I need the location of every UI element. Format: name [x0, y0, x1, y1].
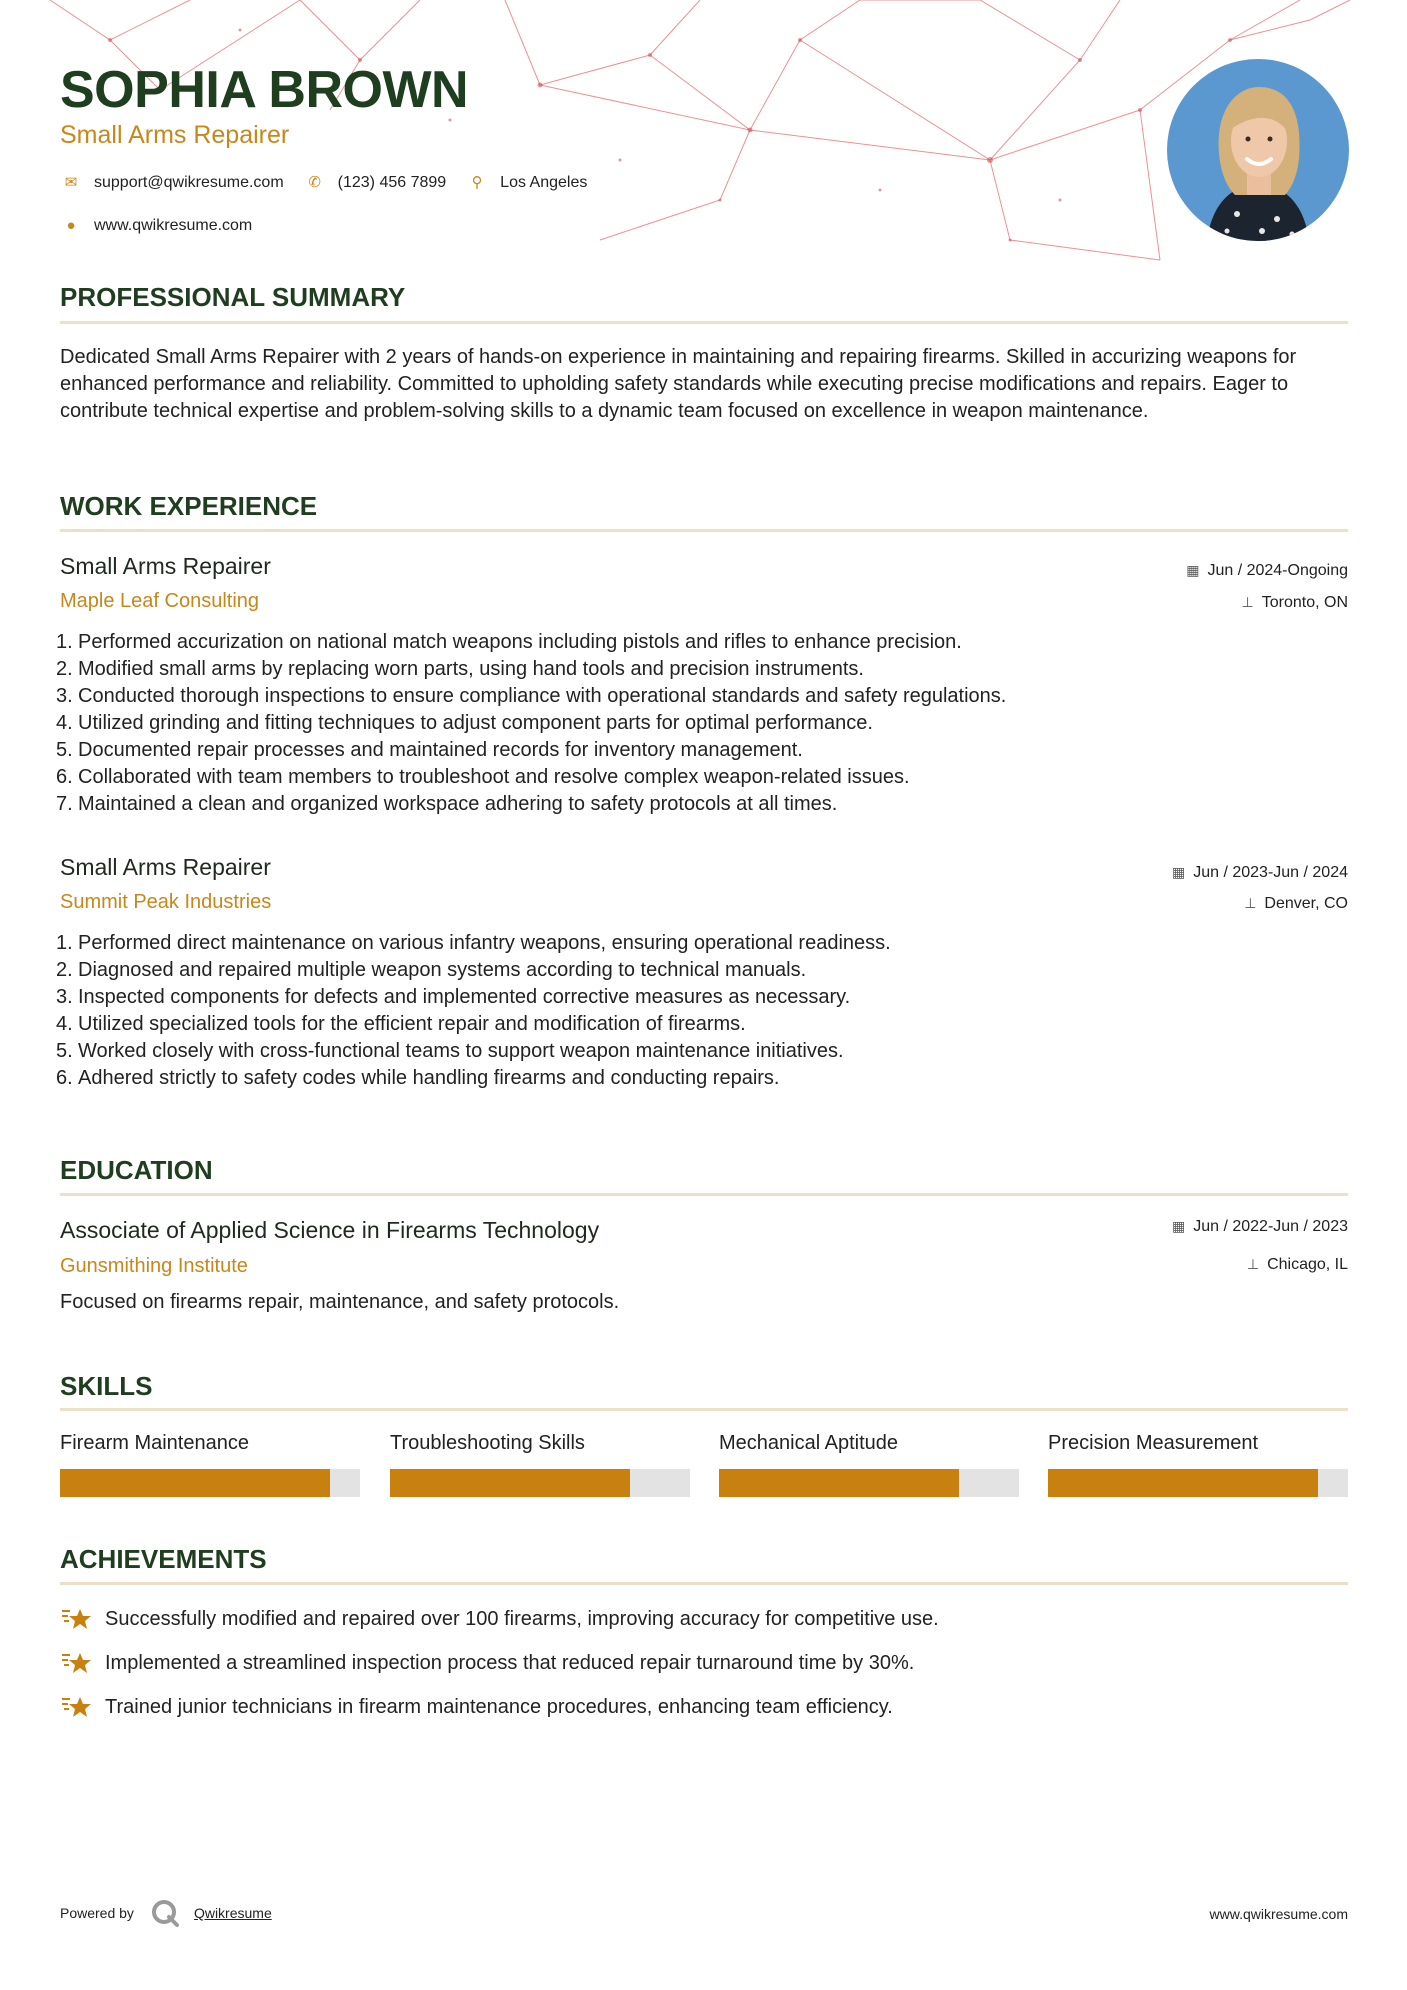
job-bullets: [56, 629, 1256, 818]
pushpin-icon: ⊥: [1244, 895, 1257, 911]
achievement-text: Implemented a streamlined inspection process that reduced repair turnaround time by 30%.: [105, 1652, 915, 1674]
achievements-heading: ACHIEVEMENTS: [60, 1544, 267, 1574]
pushpin-icon: ⊥: [1241, 594, 1254, 610]
list-item: 4. Utilized specialized tools for the efficient repair and modification of firearms.: [56, 1013, 746, 1035]
summary-heading: PROFESSIONAL SUMMARY: [60, 282, 406, 312]
degree-title: Associate of Applied Science in Firearms Technology: [60, 1217, 600, 1243]
profile-photo: [1167, 59, 1349, 241]
experience-heading: WORK EXPERIENCE: [60, 491, 318, 521]
candidate-role: Small Arms Repairer: [60, 121, 290, 149]
achievement-item: [60, 1605, 939, 1633]
star-icon: [60, 1605, 92, 1633]
achievement-text: Trained junior technicians in firearm maintenance procedures, enhancing team efficiency.: [105, 1696, 893, 1718]
skill-bar-fill: [719, 1469, 959, 1497]
job-title: Small Arms Repairer: [60, 553, 271, 579]
education-heading: EDUCATION: [60, 1155, 213, 1185]
contact-row: [60, 173, 607, 193]
education-divider: [60, 1193, 1348, 1196]
education-dates-text: Jun / 2022-Jun / 2023: [1193, 1218, 1348, 1235]
skill-label: Precision Measurement: [1048, 1432, 1259, 1454]
job-bullets: [56, 930, 1256, 1092]
skills-divider: [60, 1408, 1348, 1411]
qwikresume-link[interactable]: Qwikresume: [193, 1905, 272, 1921]
job-location-text: Toronto, ON: [1261, 594, 1348, 611]
website-row: [60, 216, 272, 236]
list-item: 1. Performed accurization on national match weapons including pistols and rifles to enhance precision.: [56, 631, 962, 653]
achievement-text: Successfully modified and repaired over 100 firearms, improving accuracy for competitive use.: [105, 1608, 939, 1630]
summary-divider: [60, 321, 1348, 324]
calendar-icon: ▦: [1171, 1218, 1186, 1234]
achievements-divider: [60, 1582, 1348, 1585]
job-location-text: Denver, CO: [1264, 895, 1348, 912]
job-location: [1244, 893, 1348, 914]
job-location: [1242, 592, 1348, 613]
calendar-icon: ▦: [1186, 562, 1200, 578]
summary-text: Dedicated Small Arms Repairer with 2 years of hands-on experience in maintaining and repairing firearms. Skilled in accurizing weapons for enhanced performance and reliability. Committed to upholding safety standards while executing precise modifications and repairs. Eager to contribute technical expertise and problem-solving skills to a dynamic team focused on excellence in weapon maintenance.: [60, 346, 1297, 422]
experience-divider: [60, 529, 1348, 532]
list-item: 5. Worked closely with cross-functional teams to support weapon maintenance initiatives.: [56, 1040, 844, 1062]
qwikresume-logo-icon: [150, 1898, 180, 1928]
company-name: Summit Peak Industries: [60, 891, 272, 913]
calendar-icon: ▦: [1171, 864, 1186, 880]
website-link[interactable]: www.qwikresume.com: [94, 217, 253, 234]
footer-site-link[interactable]: www.qwikresume.com: [1209, 1906, 1348, 1922]
envelope-icon: ✉: [64, 174, 78, 191]
powered-by-label: Powered by: [60, 1905, 134, 1921]
job-dates: [1172, 862, 1348, 883]
job-dates-text: Jun / 2023-Jun / 2024: [1193, 864, 1348, 881]
skill-bar: [1048, 1469, 1348, 1497]
skill-label: Troubleshooting Skills: [390, 1432, 585, 1454]
skill-bar: [390, 1469, 690, 1497]
skill-bar-fill: [1048, 1469, 1318, 1497]
footer-powered-by: [60, 1898, 272, 1928]
star-icon: [60, 1693, 92, 1721]
list-item: 7. Maintained a clean and organized workspace adhering to safety protocols at all times.: [56, 793, 838, 815]
school-name: Gunsmithing Institute: [60, 1255, 248, 1277]
achievement-item: [60, 1649, 914, 1677]
list-item: 1. Performed direct maintenance on various infantry weapons, ensuring operational readiness.: [56, 932, 891, 954]
job-dates: [1186, 560, 1348, 581]
pushpin-icon: ⊥: [1246, 1256, 1260, 1272]
star-icon: [60, 1649, 92, 1677]
skill-bar-fill: [60, 1469, 330, 1497]
job-title: Small Arms Repairer: [60, 854, 271, 880]
phone-number: (123) 456 7899: [337, 174, 447, 191]
list-item: 6. Adhered strictly to safety codes while handling firearms and conducting repairs.: [56, 1067, 780, 1089]
job-dates-text: Jun / 2024-Ongoing: [1207, 562, 1348, 579]
skill-bar: [719, 1469, 1019, 1497]
skill-label: Firearm Maintenance: [60, 1432, 249, 1454]
skill-bar-fill: [390, 1469, 630, 1497]
map-pin-icon: ⚲: [471, 174, 483, 191]
profile-photo-illustration: [1167, 59, 1349, 241]
list-item: 6. Collaborated with team members to troubleshoot and resolve complex weapon-related issues.: [56, 766, 910, 788]
list-item: 3. Conducted thorough inspections to ensure compliance with operational standards and safety regulations.: [56, 685, 1007, 707]
email-link[interactable]: support@qwikresume.com: [94, 174, 284, 191]
skill-bar: [60, 1469, 360, 1497]
skill-label: Mechanical Aptitude: [719, 1432, 899, 1454]
list-item: 4. Utilized grinding and fitting techniques to adjust component parts for optimal performance.: [56, 712, 873, 734]
candidate-name: SOPHIA BROWN: [60, 61, 469, 119]
education-dates: [1172, 1216, 1348, 1237]
skills-heading: SKILLS: [60, 1371, 153, 1401]
education-description: Focused on firearms repair, maintenance, and safety protocols.: [60, 1291, 620, 1313]
achievement-item: [60, 1693, 893, 1721]
list-item: 2. Modified small arms by replacing worn parts, using hand tools and precision instruments.: [56, 658, 864, 680]
company-name: Maple Leaf Consulting: [60, 590, 260, 612]
list-item: 3. Inspected components for defects and implemented corrective measures as necessary.: [56, 986, 851, 1008]
globe-icon: ●: [66, 217, 76, 234]
education-location-text: Chicago, IL: [1267, 1256, 1348, 1273]
list-item: 5. Documented repair processes and maintained records for inventory management.: [56, 739, 803, 761]
phone-icon: ✆: [308, 174, 321, 191]
list-item: 2. Diagnosed and repaired multiple weapon systems according to technical manuals.: [56, 959, 807, 981]
location-text: Los Angeles: [500, 174, 588, 191]
education-location: [1247, 1254, 1348, 1275]
